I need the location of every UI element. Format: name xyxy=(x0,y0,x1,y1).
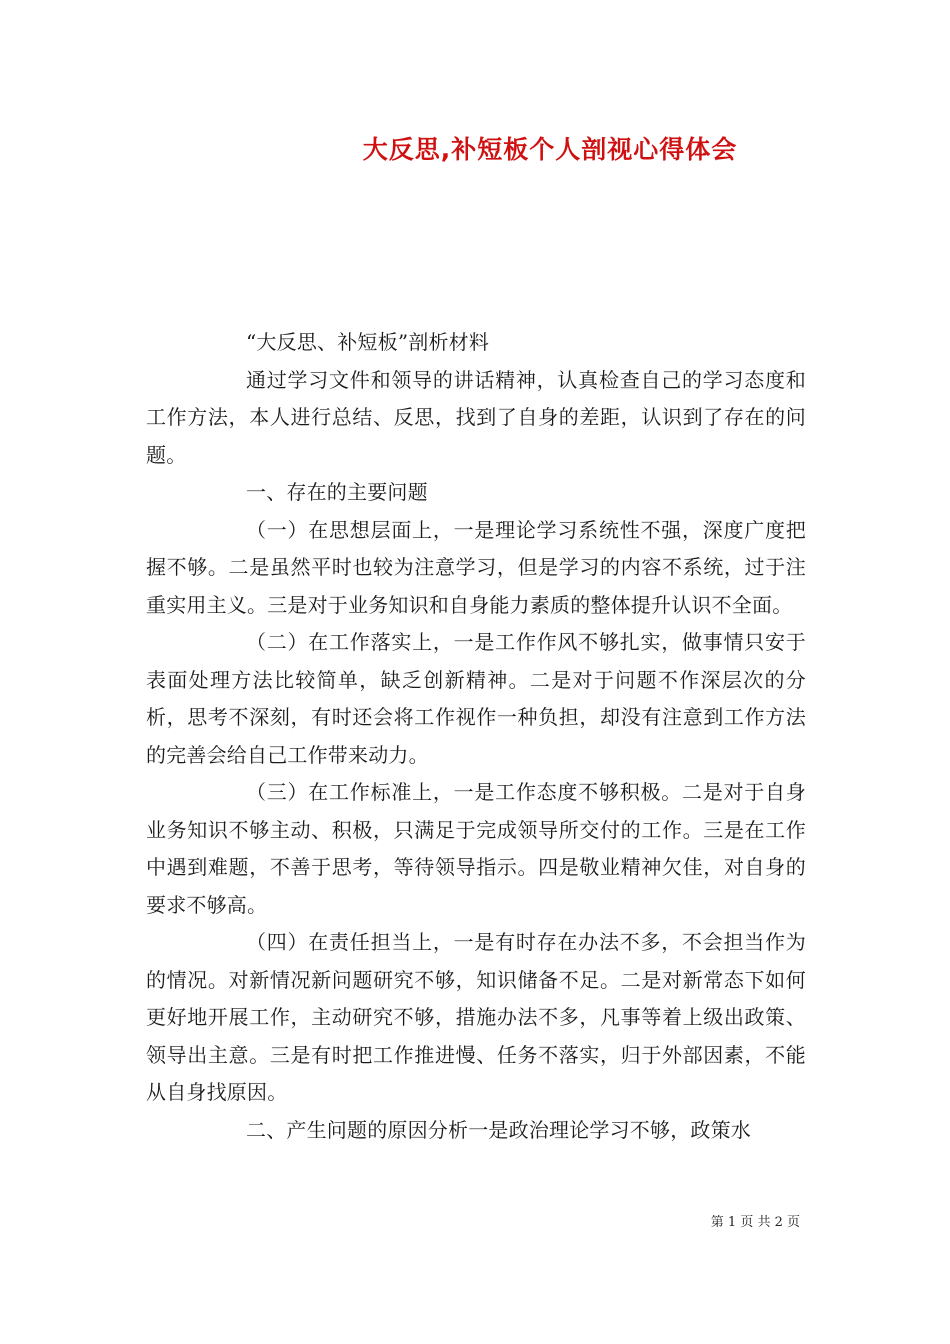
page-number-footer: 第 1 页 共 2 页 xyxy=(710,1215,800,1230)
section-heading-1: 一、存在的主要问题 xyxy=(246,480,428,504)
section-heading-2: 二、产生问题的原因分析一是政治理论学习不够，政策水 xyxy=(246,1117,751,1142)
document-title: 大反思,补短板个人剖视心得体会 xyxy=(362,135,738,164)
document-body xyxy=(146,324,806,1149)
intro-paragraph: 通过学习文件和领导的讲话精神，认真检查自己的学习态度和工作方法，本人进行总结、反思，找到了自身的差距，认识到了存在的问题。 xyxy=(146,367,806,467)
problem-paragraph-1: （一）在思想层面上，一是理论学习系统性不强，深度广度把握不够。二是虽然平时也较为注意学习，但是学习的内容不系统，过于注重实用主义。三是对于业务知识和自身能力素质的整体提升认识不全面。 xyxy=(146,517,806,617)
problem-paragraph-3: （三）在工作标准上，一是工作态度不够积极。二是对于自身业务知识不够主动、积极，只满足于完成领导所交付的工作。三是在工作中遇到难题，不善于思考，等待领导指示。四是敬业精神欠佳，对自身的要求不够高。 xyxy=(146,780,806,917)
problem-paragraph-2: （二）在工作落实上，一是工作作风不够扎实，做事情只安于表面处理方法比较简单，缺乏创新精神。二是对于问题不作深层次的分析，思考不深刻，有时还会将工作视作一种负担，却没有注意到工作方法的完善会给自己工作带来动力。 xyxy=(146,630,806,767)
subtitle-paragraph: “大反思、补短板”剖析材料 xyxy=(246,330,490,354)
problem-paragraph-4: （四）在责任担当上，一是有时存在办法不多，不会担当作为的情况。对新情况新问题研究不够，知识储备不足。二是对新常态下如何更好地开展工作，主动研究不够，措施办法不多，凡事等着上级出政策、领导出主意。三是有时把工作推进慢、任务不落实，归于外部因素，不能从自身找原因。 xyxy=(146,930,806,1104)
